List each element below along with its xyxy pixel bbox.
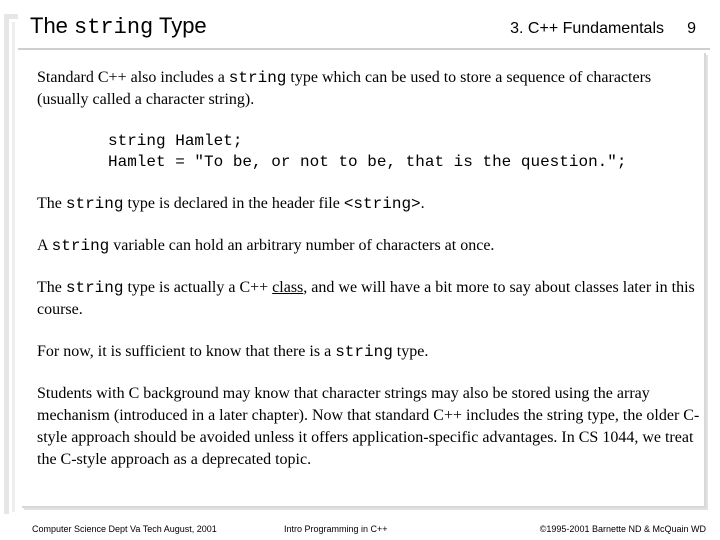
paragraph-class: The string type is actually a C++ class, and we will have a bit more to say about classes later in this course. (37, 279, 695, 318)
paragraph-header-file: The string type is declared in the header file <string>. (37, 195, 425, 213)
footer-left: Computer Science Dept Va Tech August, 2001 (32, 524, 217, 534)
title-code: string (74, 15, 154, 40)
paragraph-sufficient: For now, it is sufficient to know that there is a string type. (37, 343, 429, 361)
paragraph-arbitrary-length: A string variable can hold an arbitrary number of characters at once. (37, 237, 495, 255)
page-number: 9 (687, 20, 696, 37)
chapter-label: 3. C++ Fundamentals (510, 20, 664, 37)
code-line-2: Hamlet = "To be, or not to be, that is the question."; (108, 153, 627, 171)
footer-right: ©1995-2001 Barnette ND & McQuain WD (539, 524, 706, 534)
header-rule (18, 48, 710, 50)
slide-frame-inner-bar (12, 22, 15, 512)
paragraph-c-background: Students with C background may know that character strings may also be stored using the array mechanism (introduced in a later chapter). Now that standard C++ includes the string type, the older C-style approach should be avoided unless it offers application-specific advantages. In CS 1044, we treat the C-style approach as a deprecated topic. (37, 385, 700, 468)
code-line-1: string Hamlet; (108, 132, 243, 150)
title-text-end: Type (153, 13, 207, 38)
slide-title (30, 13, 207, 40)
slide-frame-left-bar (4, 14, 9, 514)
footer-center: Intro Programming in C++ (284, 524, 388, 534)
paragraph-intro: Standard C++ also includes a string type which can be used to store a sequence of characters (usually called a character string). (37, 69, 652, 108)
slide-frame-top-bar (4, 14, 18, 19)
title-text: The (30, 13, 75, 38)
